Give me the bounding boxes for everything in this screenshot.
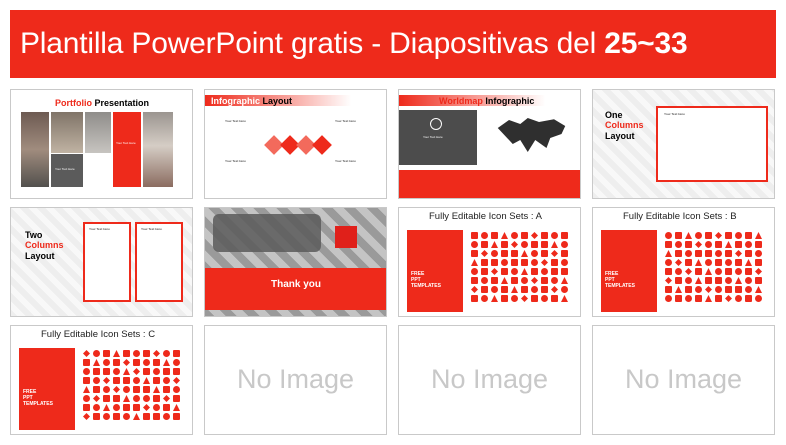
world-map (494, 116, 569, 156)
slide-thumbnail-one-columns[interactable] (592, 89, 775, 199)
photo-feet (51, 112, 83, 153)
slide-thumbnail-icon-set-a[interactable] (398, 207, 581, 317)
no-image-placeholder: No Image (624, 364, 743, 395)
slide-thumbnail-no-image-2[interactable] (398, 325, 581, 435)
red-cube (335, 226, 357, 248)
slide-title: Portfolio Presentation (55, 98, 150, 108)
slide-thumbnail-no-image-3[interactable] (592, 325, 775, 435)
photo-child (143, 112, 173, 187)
slide-thumbnail-thank-you[interactable] (204, 207, 387, 317)
slide-thumbnail-portfolio[interactable] (10, 89, 193, 199)
dark-text-panel: Your Text Here (399, 110, 477, 165)
icon-set-c-grid (83, 350, 180, 420)
slide-title: Fully Editable Icon Sets : C (41, 329, 156, 340)
slide-thumbnail-no-image-1[interactable] (204, 325, 387, 435)
slide-title: Two Columns Layout (25, 230, 64, 261)
icon-set-b-grid (665, 232, 762, 302)
slide-title: Fully Editable Icon Sets : B (623, 211, 737, 222)
slide-title: One Columns Layout (605, 110, 644, 141)
text-column-left: Your Text Here (83, 222, 131, 302)
no-image-placeholder: No Image (236, 364, 355, 395)
thank-you-band (205, 268, 387, 310)
diamond-4 (312, 135, 332, 155)
free-ppt-panel: FREE PPT TEMPLATES (19, 348, 75, 430)
text-box-red: Your Text Here (113, 112, 141, 187)
photo-hands (85, 112, 111, 153)
slide-thumbnail-grid (10, 89, 781, 438)
no-image-placeholder: No Image (430, 364, 549, 395)
free-ppt-panel: FREE PPT TEMPLATES (407, 230, 463, 312)
icon-set-a-grid (471, 232, 568, 302)
photo-girl (21, 112, 49, 187)
text-column-box: Your Text Here (656, 106, 768, 182)
slide-thumbnail-worldmap[interactable] (398, 89, 581, 199)
text-box-dark: Your Text Here (51, 154, 83, 187)
slide-thumbnail-icon-set-b[interactable] (592, 207, 775, 317)
free-ppt-panel: FREE PPT TEMPLATES (601, 230, 657, 312)
thank-you-title: Thank you (271, 279, 322, 290)
globe-icon (430, 118, 442, 130)
banner-title (20, 26, 687, 62)
slide-title: Infographic Layout (211, 96, 293, 106)
red-footer (399, 170, 581, 199)
slide-thumbnail-infographic[interactable]: Infographic Layout Your Text Here Your Text Here Your Text Here Your Text Here (204, 89, 387, 199)
text-column-right: Your Text Here (135, 222, 183, 302)
text-overlay (213, 214, 321, 252)
banner-title-text: Plantilla PowerPoint gratis - Diapositivas del (20, 27, 605, 60)
slide-thumbnail-icon-set-c[interactable] (10, 325, 193, 435)
slide-thumbnail-two-columns[interactable] (10, 207, 193, 317)
banner-slide-range: 25~33 (604, 27, 688, 60)
slide-title: Fully Editable Icon Sets : A (429, 211, 543, 222)
title-banner (10, 10, 776, 78)
slide-title: Worldmap Infographic (439, 96, 535, 106)
